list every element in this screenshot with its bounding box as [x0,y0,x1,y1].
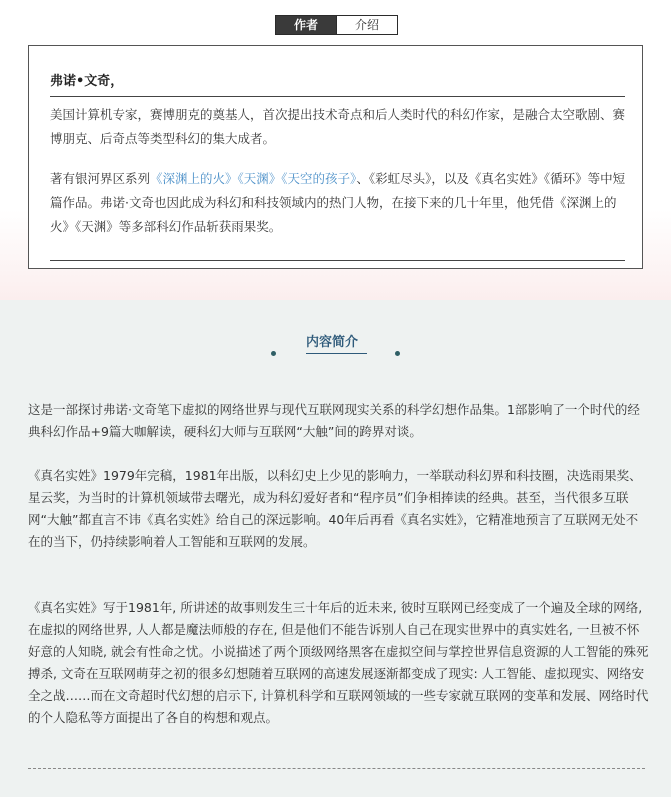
section-tabs [275,15,398,35]
content-section-title: 内容简介 [306,335,359,350]
left-dot [271,351,276,356]
author-works [50,167,627,239]
content-paragraph-2: 《真名实姓》1979年完稿，1981年出版，以科幻史上少见的影响力，一举联动科幻界和科技圈，决选雨果奖、星云奖，为当时的计算机领域带去曙光，成为科幻爱好者和“程序员”们争相捧读的经典。甚至，当代很多互联网“大触”都直言不讳《真名实姓》给自己的深远影响。40年后再看《真名实姓》，它精准地预言了互联网无处不在的当下，仍持续影响着人工智能和互联网的发展。 [28,468,642,549]
author-top-rule [50,96,625,97]
work-link-fire-upon-deep[interactable]: 《深渊上的火》 [150,171,238,186]
work-link-children-of-sky[interactable]: 《天空的孩子》 [281,171,357,186]
author-bottom-rule [50,260,625,261]
right-dot [395,351,400,356]
author-bio: 美国计算机专家，赛博朋克的奠基人，首次提出技术奇点和后人类时代的科幻作家，是融合太空歌剧、赛博朋克、后奇点等类型科幻的集大成者。 [50,107,626,146]
author-box [28,45,643,269]
content-paragraph-1: 这是一部探讨弗诺·文奇笔下虚拟的网络世界与现代互联网现实关系的科学幻想作品集。1部影响了一个时代的经典科幻作品+9篇大咖解读，硬科幻大师与互联网“大触”间的跨界对谈。 [28,402,640,439]
work-link-deepness-in-sky[interactable]: 《天渊》 [237,171,282,186]
author-works-suffix: 、《彩虹尽头》，以及《真名实姓》《循环》等中短篇作品。弗诺·文奇也因此成为科幻和科技领域内的热门人物，在接下来的几十年里，他凭借《深渊上的火》《天渊》等多部科幻作品斩获雨果奖。 [50,171,626,234]
tab-intro: 介绍 [337,15,398,35]
tab-author: 作者 [275,15,337,35]
bottom-dashed-divider [28,768,645,769]
author-name: 弗诺•文奇， [50,74,124,89]
content-paragraph-3: 《真名实姓》写于1981年, 所讲述的故事则发生三十年后的近未来, 彼时互联网已经变成了一个遍及全球的网络, 在虚拟的网络世界, 人人都是魔法师般的存在, 但是他们不能告诉别人自己在现实世界中的真实姓名, 一旦被不怀好意的人知晓, 就会有性命之忧。小说描述了两个顶级网络黑客在虚拟空间与掌控世界信息资源的人工智能的殊死搏杀, 文奇在互联网萌芽之初的很多幻想随着互联网的高速发展逐渐都变成了现实: 人工智能、虚拟现实、网络安全之战……而在文奇超时代幻想的启示下, 计算机科学和互联网领域的一些专家就互联网的变革和发展、网络时代的个人隐私等方面提出了各自的构想和观点。 [28,600,649,725]
title-underline [306,353,367,354]
author-works-prefix: 著有银河界区系列 [50,171,151,186]
